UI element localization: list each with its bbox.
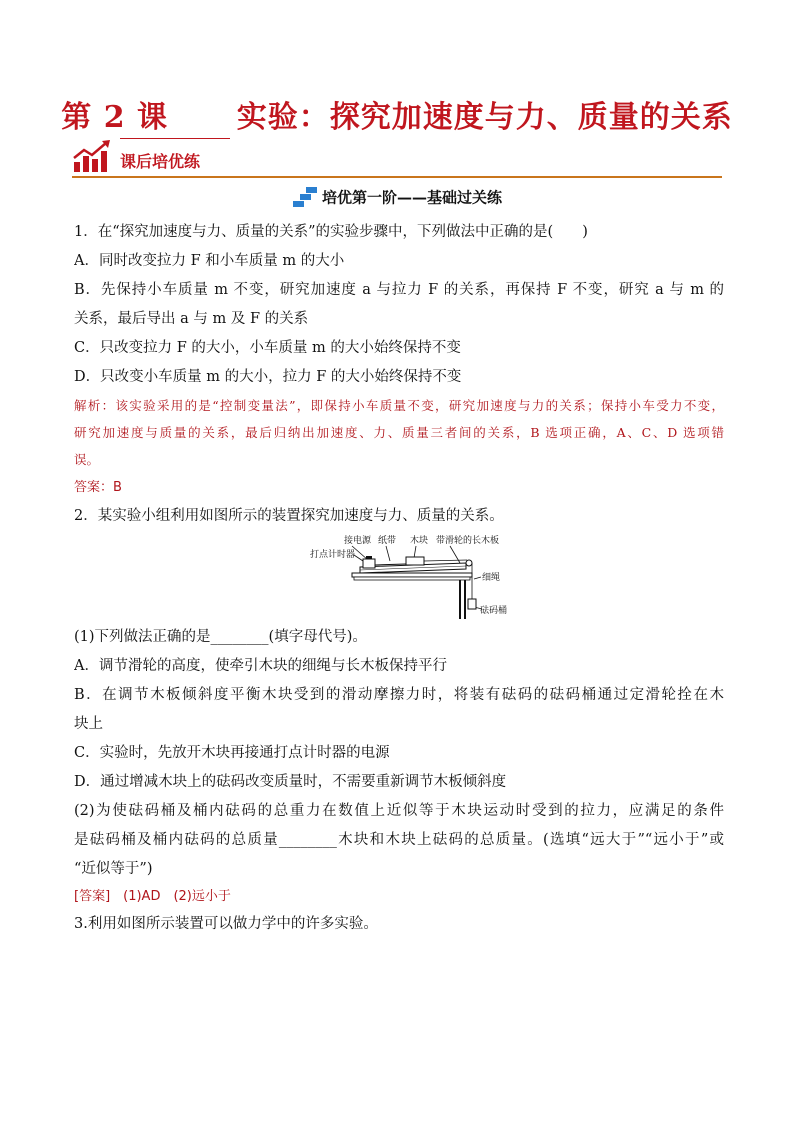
header-rule-bottom xyxy=(72,176,722,178)
label-tape: 纸带 xyxy=(378,536,397,546)
page-title: 第 2 课 实验：探究加速度与力、质量的关系 xyxy=(61,100,733,135)
pulley xyxy=(466,560,472,566)
question-content xyxy=(74,218,724,939)
section-label: 课后培优练 xyxy=(120,152,201,171)
q1-analysis-line3: 误。 xyxy=(74,452,100,467)
sub-heading xyxy=(0,186,794,208)
string xyxy=(424,560,467,561)
header-rule-top xyxy=(120,138,230,139)
q2-sub1: (1)下列做法正确的是________(填字母代号)。 xyxy=(74,629,367,645)
label-timer: 打点计时器 xyxy=(310,550,356,560)
label-bucket: 砝码桶 xyxy=(480,606,508,616)
table xyxy=(352,573,472,619)
q1-analysis-line2: 研究加速度与质量的关系，最后归纳出加速度、力、质量三者间的关系，B 选项正确，A、C、D 选项错 xyxy=(74,425,724,440)
q2-sub2-line1: (2)为使砝码桶及桶内砝码的总重力在数值上近似等于木块运动时受到的拉力，应满足的条件 xyxy=(74,803,724,819)
q3-stem: 3.利用如图所示装置可以做力学中的许多实验。 xyxy=(74,916,378,932)
q1-option-a: A．同时改变拉力 F 和小车质量 m 的大小 xyxy=(74,253,345,269)
q2-option-a: A．调节滑轮的高度，使牵引木块的细绳与长木板保持平行 xyxy=(74,658,447,674)
q2-option-c: C．实验时，先放开木块再接通打点计时器的电源 xyxy=(74,745,390,761)
q1-option-b-line2: 关系，最后导出 a 与 m 及 F 的关系 xyxy=(74,311,309,327)
q2-answer: [答案] (1)AD (2)远小于 xyxy=(74,889,231,904)
sub-heading-text: 培优第一阶——基础过关练 xyxy=(321,188,502,207)
label-board: 带滑轮的长木板 xyxy=(436,536,500,546)
label-rope: 细绳 xyxy=(482,573,501,583)
q2-sub2-line2: 是砝码桶及桶内砝码的总质量________木块和木块上砝码的总质量。(选填“远大于”“远小于”或 xyxy=(74,832,724,848)
apparatus-figure xyxy=(74,531,724,623)
q1-option-b-line1: B．先保持小车质量 m 不变，研究加速度 a 与拉力 F 的关系，再保持 F 不变，研究 a 与 m 的 xyxy=(74,282,724,298)
q2-option-d: D．通过增减木块上的砝码改变质量时，不需要重新调节木板倾斜度 xyxy=(74,774,507,790)
label-power: 接电源 xyxy=(344,536,372,546)
steps-icon xyxy=(292,186,318,208)
label-block: 木块 xyxy=(410,536,429,546)
q1-option-d: D．只改变小车质量 m 的大小，拉力 F 的大小始终保持不变 xyxy=(74,369,462,385)
q2-sub2-line3: “近似等于”) xyxy=(74,861,153,877)
q2-stem: 2．某实验小组利用如图所示的装置探究加速度与力、质量的关系。 xyxy=(74,508,504,524)
q1-answer: 答案：B xyxy=(74,480,122,495)
wood-block xyxy=(406,557,424,565)
q1-analysis-line1: 解析：该实验采用的是“控制变量法”，即保持小车质量不变，研究加速度与力的关系；保持小车受力不变， xyxy=(74,398,724,413)
q2-option-b-line2: 块上 xyxy=(74,716,103,732)
weight-bucket xyxy=(468,599,476,609)
section-header xyxy=(72,136,722,178)
timer-device xyxy=(363,556,375,568)
q1-stem: 1．在“探究加速度与力、质量的关系”的实验步骤中，下列做法中正确的是( ) xyxy=(74,224,588,240)
paper-tape xyxy=(375,564,406,565)
q1-option-c: C．只改变拉力 F 的大小，小车质量 m 的大小始终保持不变 xyxy=(74,340,461,356)
growth-chart-icon xyxy=(72,140,114,174)
q2-option-b-line1: B．在调节木板倾斜度平衡木块受到的滑动摩擦力时，将装有砝码的砝码桶通过定滑轮拴在木 xyxy=(74,687,724,703)
